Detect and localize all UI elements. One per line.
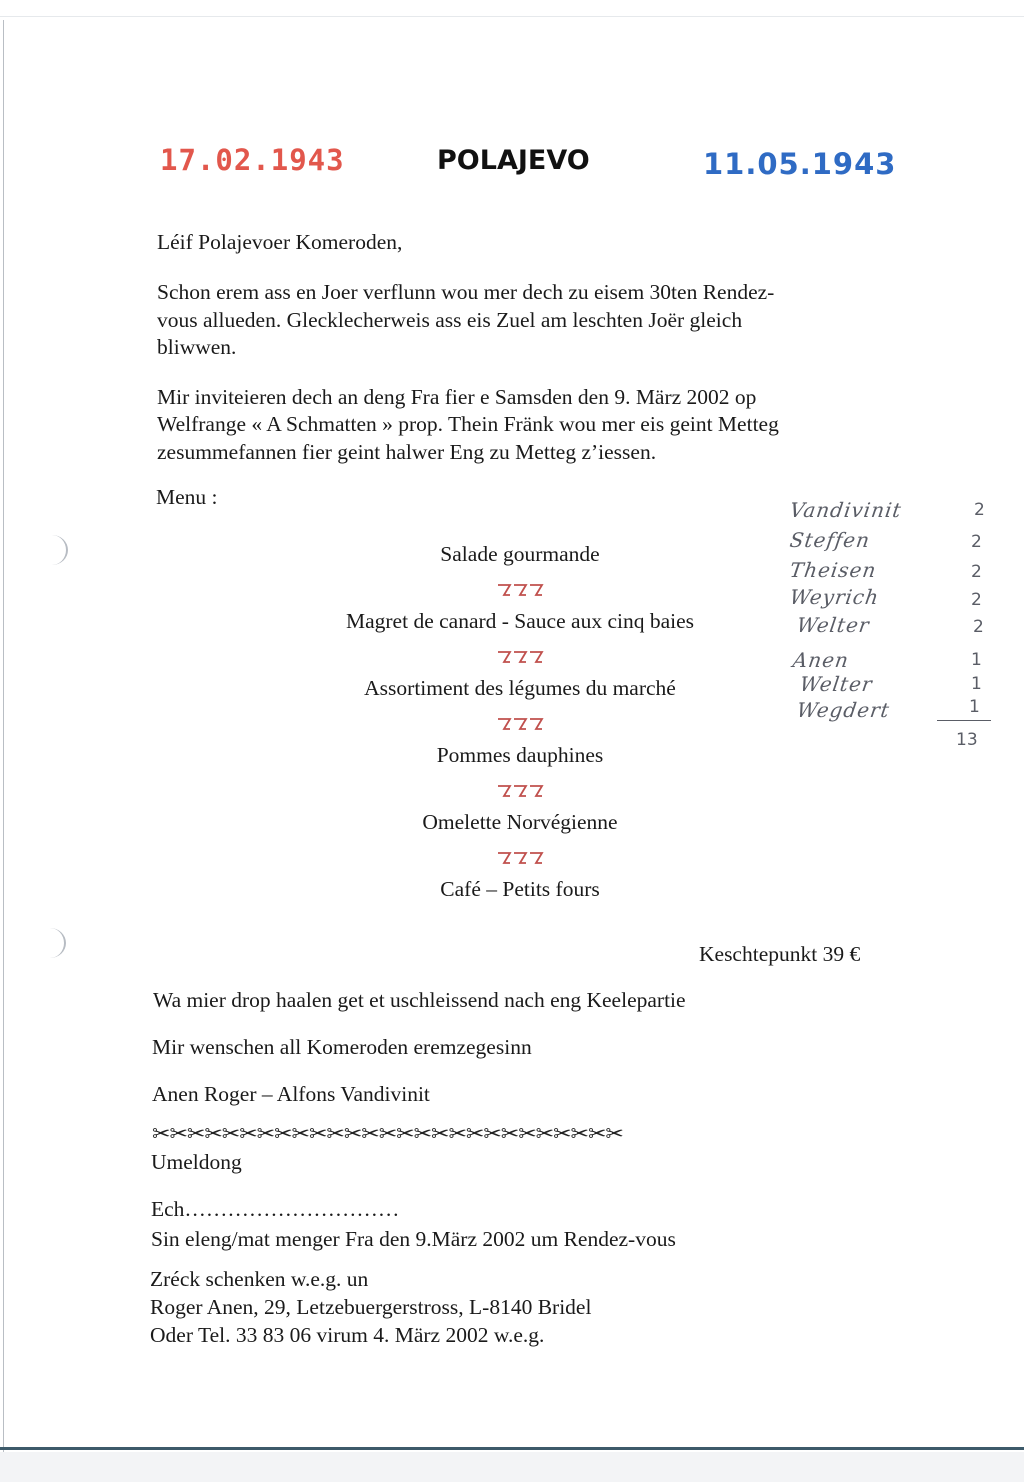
- menu-item: Pommes dauphines: [436, 743, 604, 767]
- menu-separator: [290, 772, 750, 808]
- menu-item: Salade gourmande: [440, 542, 600, 566]
- handwritten-count: 2: [971, 590, 982, 610]
- menu-separator: [290, 638, 750, 674]
- scissors-icon: ✂: [396, 1122, 414, 1147]
- scissors-icon: ✂: [605, 1122, 623, 1147]
- menu-list: [290, 540, 750, 906]
- scissors-icon: ✂: [570, 1122, 588, 1147]
- scissors-icon: ✂: [256, 1122, 275, 1147]
- scissors-icon: ✂: [239, 1122, 257, 1147]
- handwritten-count: 1: [971, 674, 982, 694]
- form-attendance-line: Sin eleng/mat menger Fra den 9.März 2002 um Rendez-vous: [151, 1227, 676, 1251]
- handwritten-name: Welter: [795, 613, 872, 637]
- bottom-rule: [0, 1447, 1024, 1450]
- page-left-edge: [3, 20, 4, 1460]
- form-name-field: Ech…………………………: [151, 1197, 400, 1221]
- handwritten-name: Steffen: [788, 528, 872, 552]
- scissors-icon: ✂: [186, 1122, 205, 1147]
- menu-separator: [290, 839, 750, 875]
- ornament-icon: [496, 849, 544, 867]
- scissors-icon: ✂: [465, 1122, 484, 1147]
- handwritten-count: 2: [974, 500, 985, 520]
- scissors-icon: ✂: [431, 1122, 449, 1147]
- scissors-icon: ✂: [361, 1122, 379, 1147]
- date-right: 11.05.1943: [703, 147, 897, 181]
- handwritten-count: 2: [971, 532, 982, 552]
- menu-label: Menu :: [156, 485, 218, 509]
- scissors-icon: ✂: [326, 1122, 344, 1147]
- return-address: Roger Anen, 29, Letzebuergerstross, L-8140 Bridel: [150, 1295, 592, 1319]
- cut-line: [152, 1122, 623, 1147]
- scissors-icon: ✂: [204, 1122, 222, 1147]
- scissors-icon: ✂: [308, 1122, 327, 1147]
- paragraph1-line3: bliwwen.: [157, 335, 237, 359]
- handwritten-name: Anen: [791, 648, 851, 672]
- handwritten-total: 13: [956, 730, 978, 750]
- scissors-icon: ✂: [169, 1122, 187, 1147]
- page-top-edge: [0, 16, 1024, 17]
- menu-separator: [290, 571, 750, 607]
- handwritten-count: 1: [971, 650, 982, 670]
- scissors-icon: ✂: [413, 1122, 431, 1147]
- menu-item: Assortiment des légumes du marché: [364, 676, 676, 700]
- scissors-icon: ✂: [448, 1122, 466, 1147]
- return-line1: Zréck schenken w.e.g. un: [150, 1267, 369, 1291]
- handwritten-sum-line: [937, 720, 991, 721]
- return-phone: Oder Tel. 33 83 06 virum 4. März 2002 w.e.g.: [150, 1323, 545, 1347]
- handwritten-count: 2: [971, 562, 982, 582]
- scissors-icon: ✂: [483, 1122, 501, 1147]
- form-title: Umeldong: [151, 1150, 242, 1174]
- scissors-icon: ✂: [500, 1122, 519, 1147]
- menu-separator: [290, 705, 750, 741]
- paragraph2-line2: Welfrange « A Schmatten » prop. Thein Fränk wou mer eis geint Metteg: [157, 412, 779, 436]
- punch-hole-upper: [36, 535, 68, 565]
- closing-line2: Mir wenschen all Komeroden eremzegesinn: [152, 1035, 532, 1059]
- menu-item: Café – Petits fours: [440, 877, 600, 901]
- paragraph2-line1: Mir inviteieren dech an deng Fra fier e Samsden den 9. März 2002 op: [157, 385, 757, 409]
- closing-line1: Wa mier drop haalen get et uschleissend nach eng Keelepartie: [153, 988, 686, 1012]
- scissors-icon: ✂: [221, 1122, 240, 1147]
- salutation: Léif Polajevoer Komeroden,: [157, 230, 403, 254]
- scissors-icon: ✂: [587, 1122, 606, 1147]
- handwritten-name: Welter: [798, 672, 875, 696]
- handwritten-name: Weyrich: [788, 585, 881, 609]
- price: Keschtepunkt 39 €: [699, 942, 861, 966]
- place-title: POLAJEVO: [437, 145, 590, 176]
- ornament-icon: [496, 648, 544, 666]
- signature: Anen Roger – Alfons Vandivinit: [152, 1082, 430, 1106]
- menu-item: Omelette Norvégienne: [422, 810, 618, 834]
- handwritten-name: Theisen: [788, 558, 879, 582]
- scissors-icon: ✂: [553, 1122, 571, 1147]
- paragraph1-line2: vous allueden. Glecklecherweis ass eis Zuel am leschten Joër gleich: [157, 308, 743, 332]
- paragraph1-line1: Schon erem ass en Joer verflunn wou mer dech zu eisem 30ten Rendez-: [157, 280, 775, 304]
- paragraph2-line3: zesummefannen fier geint halwer Eng zu Metteg z’iessen.: [157, 440, 657, 464]
- scissors-icon: ✂: [291, 1122, 309, 1147]
- scissors-icon: ✂: [378, 1122, 397, 1147]
- handwritten-name: Vandivinit: [788, 498, 904, 522]
- ornament-icon: [496, 581, 544, 599]
- handwritten-count: 2: [973, 617, 984, 637]
- scissors-icon: ✂: [343, 1122, 362, 1147]
- handwritten-count: 1: [969, 697, 980, 717]
- ornament-icon: [496, 782, 544, 800]
- scissors-icon: ✂: [274, 1122, 292, 1147]
- date-left: 17.02.1943: [160, 143, 345, 177]
- handwritten-name: Wegdert: [795, 698, 892, 722]
- menu-item: Magret de canard - Sauce aux cinq baies: [345, 609, 695, 633]
- scissors-icon: ✂: [535, 1122, 554, 1147]
- scissors-icon: ✂: [518, 1122, 536, 1147]
- scissors-icon: ✂: [152, 1122, 170, 1147]
- bottom-strip: [0, 1452, 1024, 1482]
- punch-hole-lower: [34, 928, 66, 958]
- ornament-icon: [496, 715, 544, 733]
